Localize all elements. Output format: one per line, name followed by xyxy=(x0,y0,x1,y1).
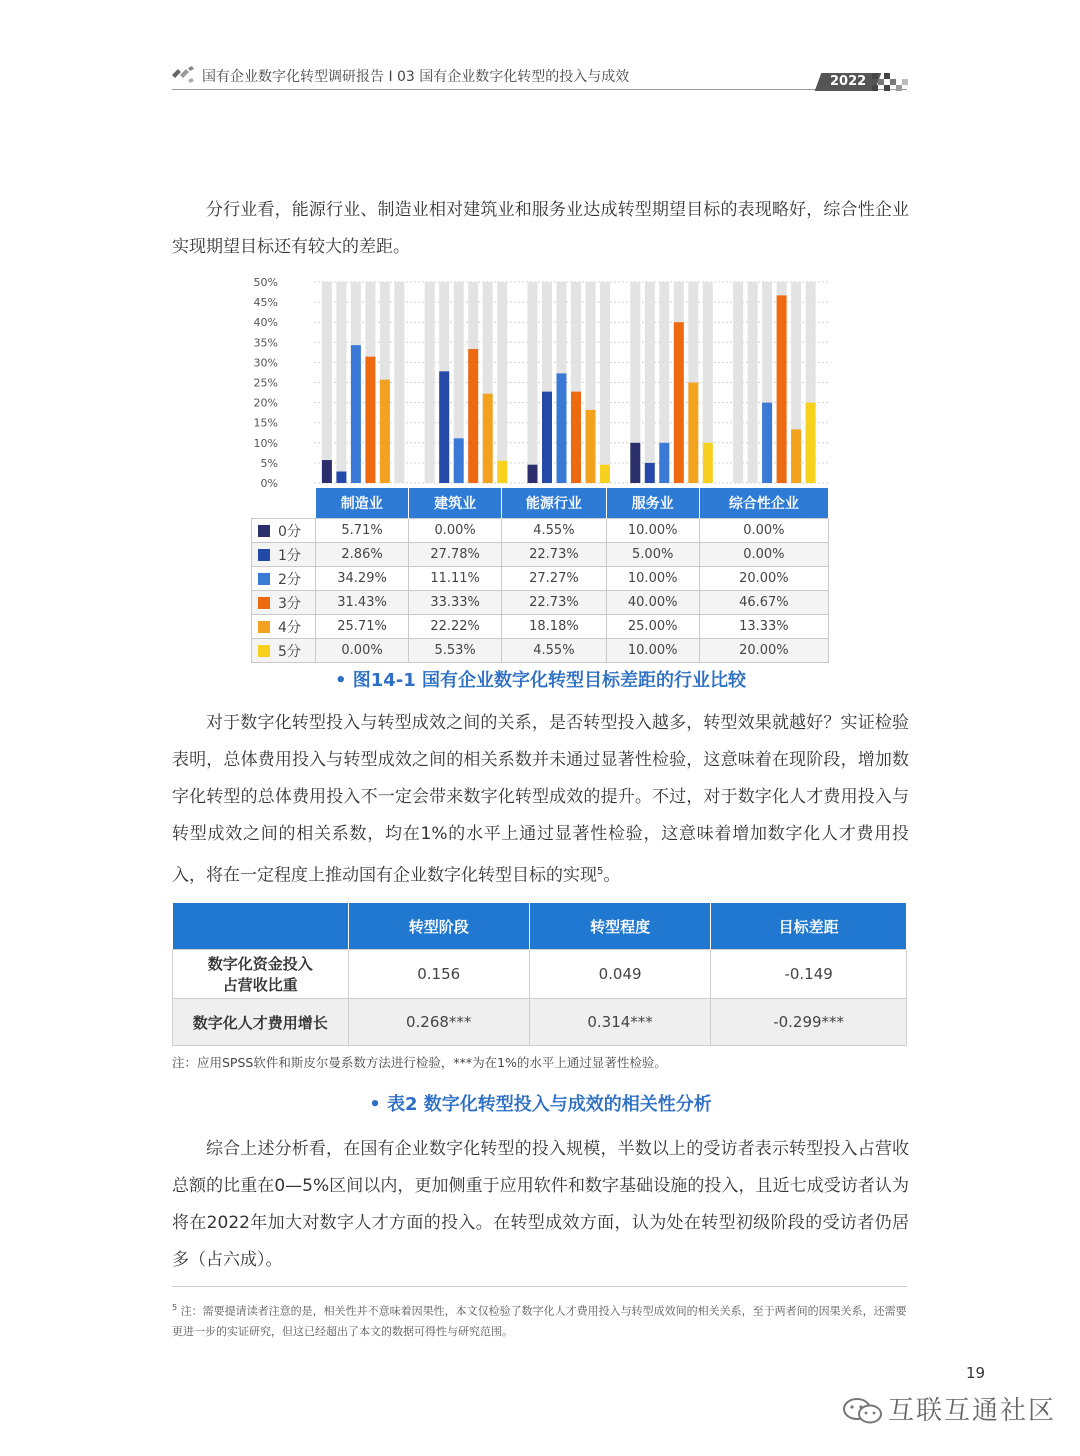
data-label: 10.00% xyxy=(606,639,699,663)
data-label: 0.00% xyxy=(409,519,502,543)
legend-entry xyxy=(252,519,316,543)
table-note: 注：应用SPSS软件和斯皮尔曼系数方法进行检验，***为在1%的水平上通过显著性检验。 xyxy=(172,1055,667,1070)
bar xyxy=(571,392,581,483)
legend-entry xyxy=(252,615,316,639)
table-row xyxy=(252,639,829,663)
bar xyxy=(365,357,375,483)
body-paragraph-3: 综合上述分析看，在国有企业数字化转型的投入规模，半数以上的受访者表示转型投入占营收总额的比重在0—5%区间以内，更加侧重于应用软件和数字基础设施的投入，且近七成受访者认为将在2022年加大对数字人才方面的投入。在转型成效方面，认为处在转型初级阶段的受访者仍居多（占六成）。 xyxy=(172,1139,909,1270)
data-label: 27.78% xyxy=(409,543,502,567)
running-header-title: 国有企业数字化转型调研报告 I 03 国有企业数字化转型的投入与成效 xyxy=(202,69,630,85)
data-label: 31.43% xyxy=(316,591,409,615)
bar xyxy=(806,403,816,483)
header-divider xyxy=(172,89,907,90)
data-label: 0.00% xyxy=(699,543,828,567)
corr-cell: 0.314*** xyxy=(529,999,710,1046)
figure-caption: • 图14-1 国有企业数字化转型目标差距的行业比较 xyxy=(334,670,747,691)
bar xyxy=(586,410,596,483)
legend-swatch xyxy=(258,525,270,537)
data-label: 2.86% xyxy=(316,543,409,567)
table-row xyxy=(173,999,907,1046)
footnote xyxy=(172,1298,909,1342)
bar xyxy=(600,465,610,483)
legend-swatch xyxy=(258,549,270,561)
data-label: 20.00% xyxy=(699,639,828,663)
bar xyxy=(659,443,669,483)
bar-track xyxy=(322,282,332,483)
data-label: 5.71% xyxy=(316,519,409,543)
bar-track xyxy=(645,282,655,483)
chart-category-header: 服务业 xyxy=(606,488,699,519)
table-row xyxy=(173,950,907,999)
legend-swatch xyxy=(258,645,270,657)
chart-category-header: 建筑业 xyxy=(409,488,502,519)
data-label: 18.18% xyxy=(502,615,606,639)
y-tick-label: 5% xyxy=(260,456,278,470)
legend-entry xyxy=(252,543,316,567)
bar xyxy=(557,373,567,483)
bar xyxy=(439,371,449,483)
corr-cell: -0.299*** xyxy=(711,999,907,1046)
bar xyxy=(336,472,346,483)
footnote-reference: 5 xyxy=(597,866,604,877)
data-label: 40.00% xyxy=(606,591,699,615)
corr-header-gap: 目标差距 xyxy=(711,903,907,950)
data-label: 4.55% xyxy=(502,519,606,543)
corr-cell: -0.149 xyxy=(711,950,907,999)
y-tick-label: 30% xyxy=(253,356,278,370)
legend-swatch xyxy=(258,621,270,633)
y-tick-label: 25% xyxy=(253,376,278,390)
corr-table-header-row xyxy=(173,903,907,950)
y-tick-label: 50% xyxy=(253,276,278,289)
y-tick-label: 0% xyxy=(260,477,278,490)
legend-entry xyxy=(252,639,316,663)
data-label: 46.67% xyxy=(699,591,828,615)
legend-swatch xyxy=(258,597,270,609)
body-paragraph-1: 分行业看，能源行业、制造业相对建筑业和服务业达成转型期望目标的表现略好，综合性企业实现期望目标还有较大的差距。 xyxy=(172,200,909,257)
correlation-table xyxy=(172,903,907,1046)
header-year: 2022 xyxy=(829,74,867,89)
chart-category-header: 能源行业 xyxy=(502,488,606,519)
bar xyxy=(542,392,552,483)
chart-data-table xyxy=(251,488,829,663)
bar xyxy=(483,394,493,483)
bar-track xyxy=(600,282,610,483)
corr-row-label: 数字化人才费用增长 xyxy=(173,999,349,1046)
data-label: 22.73% xyxy=(502,543,606,567)
bar-track xyxy=(528,282,538,483)
data-label: 4.55% xyxy=(502,639,606,663)
wechat-icon xyxy=(842,1396,884,1426)
corr-row-label-line: 占营收比重 xyxy=(222,976,298,994)
y-tick-label: 45% xyxy=(253,296,278,310)
data-label: 22.22% xyxy=(409,615,502,639)
corr-cell: 0.268*** xyxy=(348,999,529,1046)
bar xyxy=(468,349,478,483)
chart-table-corner xyxy=(252,488,316,519)
watermark-text: 互联互通社区 xyxy=(888,1396,1057,1426)
corr-cell: 0.049 xyxy=(529,950,710,999)
data-label: 20.00% xyxy=(699,567,828,591)
bar xyxy=(351,345,361,483)
bar xyxy=(674,322,684,483)
bar xyxy=(791,429,801,483)
y-tick-label: 15% xyxy=(253,416,278,430)
bar xyxy=(688,383,698,484)
legend-swatch xyxy=(258,573,270,585)
data-label: 5.53% xyxy=(409,639,502,663)
bar xyxy=(380,380,390,483)
corr-row-label-line: 数字化资金投入 xyxy=(207,955,313,973)
data-label: 0.00% xyxy=(316,639,409,663)
footnote-text: 注：需要提请读者注意的是，相关性并不意味着因果性，本文仅检验了数字化人才费用投入与转型成效间的相关关系，至于两者间的因果关系，还需要更进一步的实证研究，但这已经超出了本文的数据可得性与研究范围。 xyxy=(172,1304,907,1338)
body-paragraph-2 xyxy=(172,705,909,895)
bar xyxy=(762,403,772,483)
data-label: 25.00% xyxy=(606,615,699,639)
legend-entry xyxy=(252,567,316,591)
bar xyxy=(777,295,787,483)
legend-label: 5分 xyxy=(278,643,301,660)
paragraph-2-end: 。 xyxy=(603,865,621,886)
y-tick-label: 35% xyxy=(253,336,278,350)
data-label: 25.71% xyxy=(316,615,409,639)
chart-table-header-row xyxy=(252,488,829,519)
footnote-mark: 5 xyxy=(172,1303,178,1312)
bar-track xyxy=(497,282,507,483)
chart-category-header: 综合性企业 xyxy=(699,488,828,519)
industry-gap-bar-chart xyxy=(250,272,830,492)
bar-track xyxy=(336,282,346,483)
legend-label: 2分 xyxy=(278,571,301,588)
legend-entry xyxy=(252,591,316,615)
paragraph-2-text: 对于数字化转型投入与转型成效之间的关系，是否转型投入越多，转型效果就越好？实证检验表明，总体费用投入与转型成效之间的相关系数并未通过显著性检验，这意味着在现阶段，增加数字化转型的总体费用投入不一定会带来数字化转型成效的提升。不过，对于数字化人才费用投入与转型成效之间的相关系数，均在1%的水平上通过显著性检验，这意味着增加数字化人才费用投入，将在一定程度上推动国有企业数字化转型目标的实现 xyxy=(172,713,909,886)
y-tick-label: 40% xyxy=(253,316,278,330)
chart-category-header: 制造业 xyxy=(316,488,409,519)
corr-header-stage: 转型阶段 xyxy=(348,903,529,950)
page-number: 19 xyxy=(966,1364,986,1382)
bar-track xyxy=(748,282,758,483)
corr-header-degree: 转型程度 xyxy=(529,903,710,950)
legend-label: 3分 xyxy=(278,595,301,612)
corr-table-corner xyxy=(173,903,349,950)
data-label: 10.00% xyxy=(606,519,699,543)
table-row xyxy=(252,543,829,567)
report-logo-icon xyxy=(172,66,196,84)
bar xyxy=(528,465,538,483)
corr-row-label xyxy=(173,950,349,999)
y-tick-label: 10% xyxy=(253,436,278,450)
data-label: 10.00% xyxy=(606,567,699,591)
table-row xyxy=(252,615,829,639)
data-label: 11.11% xyxy=(409,567,502,591)
y-tick-label: 20% xyxy=(253,396,278,410)
data-label: 27.27% xyxy=(502,567,606,591)
bar-track xyxy=(425,282,435,483)
bar-track xyxy=(733,282,743,483)
bar xyxy=(630,443,640,483)
data-label: 22.73% xyxy=(502,591,606,615)
legend-label: 1分 xyxy=(278,547,301,564)
data-label: 13.33% xyxy=(699,615,828,639)
bar xyxy=(454,438,464,483)
legend-label: 4分 xyxy=(278,619,301,636)
data-label: 34.29% xyxy=(316,567,409,591)
footnote-divider xyxy=(172,1286,907,1287)
bar xyxy=(497,461,507,483)
legend-label: 0分 xyxy=(278,523,301,540)
bar xyxy=(645,463,655,483)
data-label: 33.33% xyxy=(409,591,502,615)
bar xyxy=(322,460,332,483)
table-row xyxy=(252,567,829,591)
data-label: 5.00% xyxy=(606,543,699,567)
table-row xyxy=(252,591,829,615)
checker-decoration-icon xyxy=(872,73,908,91)
corr-cell: 0.156 xyxy=(348,950,529,999)
bar xyxy=(703,443,713,483)
data-label: 0.00% xyxy=(699,519,828,543)
table-row xyxy=(252,519,829,543)
bar-track xyxy=(394,282,404,483)
table-caption: • 表2 数字化转型投入与成效的相关性分析 xyxy=(369,1094,712,1115)
